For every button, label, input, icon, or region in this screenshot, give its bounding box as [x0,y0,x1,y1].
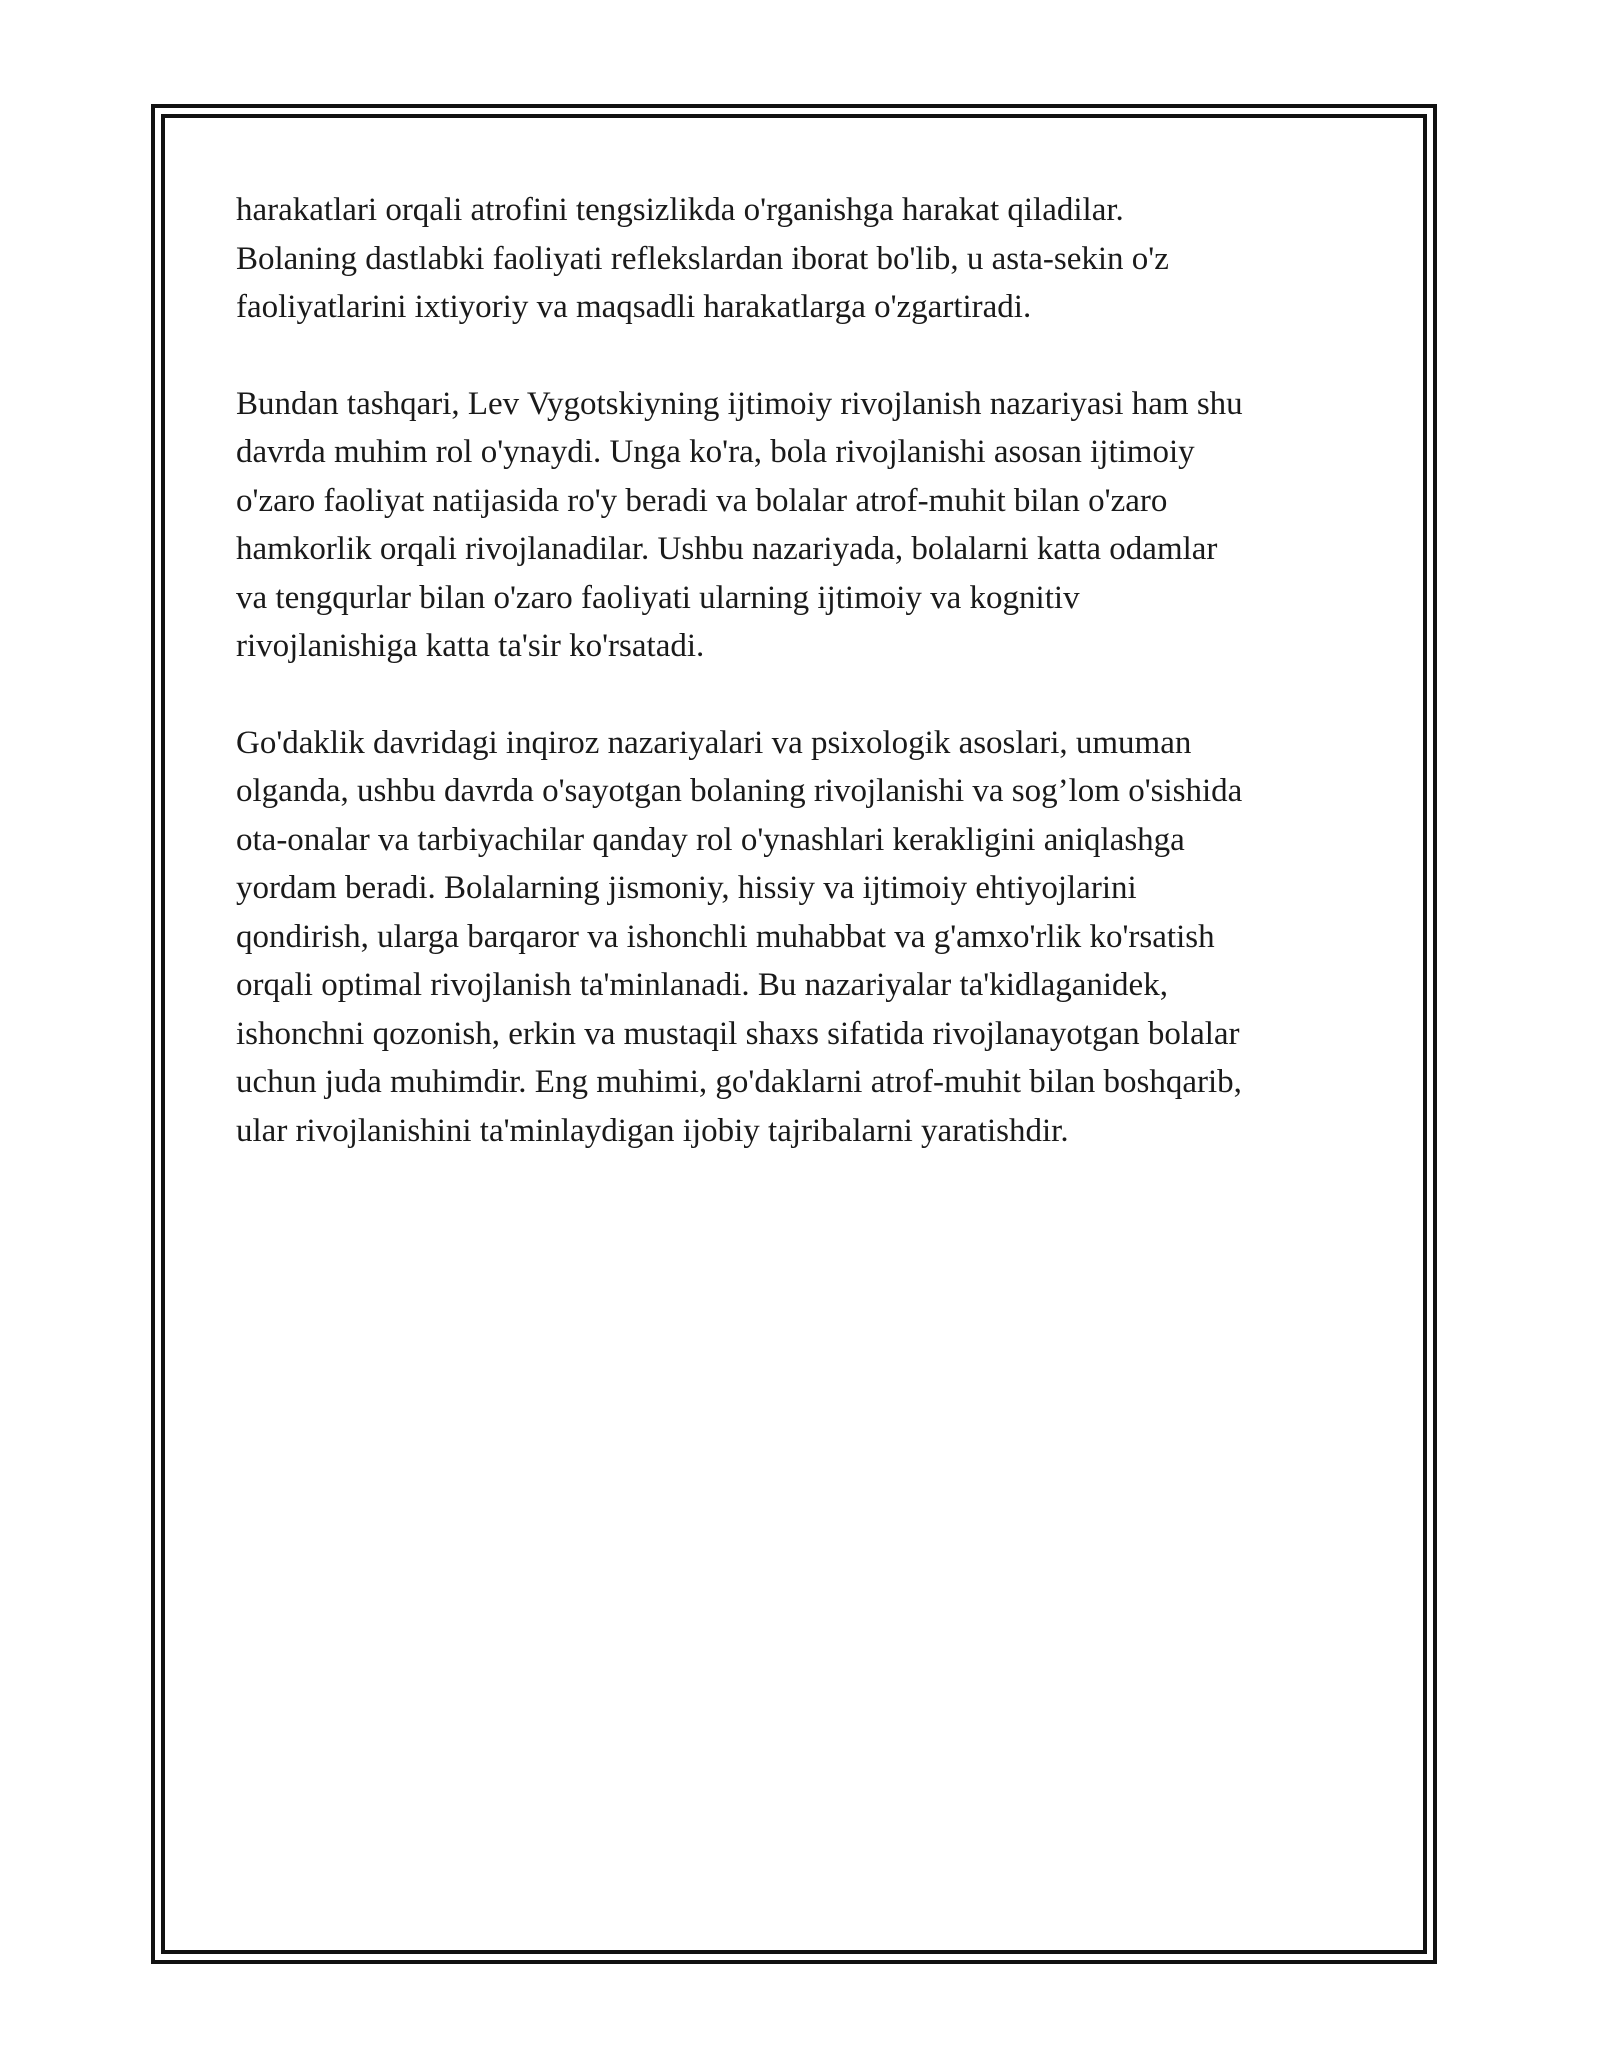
text-line: o'zaro faoliyat natijasida ro'y beradi va bolalar atrof-muhit bilan o'zaro [236,482,1168,519]
text-line: faoliyatlarini ixtiyoriy va maqsadli harakatlarga o'zgartiradi. [236,289,1032,325]
text-line: harakatlari orqali atrofini tengsizlikda o'rganishga harakat qiladilar. [236,192,1124,228]
text-line: olganda, ushbu davrda o'sayotgan bolaning rivojlanishi va sog’lom o'sishida [236,773,1243,809]
paragraph-3 [236,719,1396,1156]
text-line: uchun juda muhimdir. Eng muhimi, go'daklarni atrof-muhit bilan boshqarib, [236,1064,1242,1100]
text-line: ular rivojlanishini ta'minlaydigan ijobiy tajribalarni yaratishdir. [236,1112,1069,1149]
text-line: ishonchni qozonish, erkin va mustaqil shaxs sifatida rivojlanayotgan bolalar [236,1015,1240,1052]
text-line: rivojlanishiga katta ta'sir ko'rsatadi. [236,628,705,664]
text-line: ota-onalar va tarbiyachilar qanday rol o'ynashlari kerakligini aniqlashga [236,821,1185,858]
text-line: hamkorlik orqali rivojlanadilar. Ushbu nazariyada, bolalarni katta odamlar [236,531,1218,567]
paragraph-2 [236,380,1396,671]
text-line: davrda muhim rol o'ynaydi. Unga ko'ra, bola rivojlanishi asosan ijtimoiy [236,434,1195,470]
text-line: yordam beradi. Bolalarning jismoniy, hissiy va ijtimoiy ehtiyojlarini [236,870,1137,906]
document-body [236,186,1396,1203]
text-line: Go'daklik davridagi inqiroz nazariyalari va psixologik asoslari, umuman [236,724,1192,761]
text-line: orqali optimal rivojlanish ta'minlanadi. Bu nazariyalar ta'kidlaganidek, [236,967,1168,1003]
paragraph-1 [236,186,1396,332]
text-line: Bolaning dastlabki faoliyati reflekslardan iborat bo'lib, u asta-sekin o'z [236,240,1169,277]
text-line: Bundan tashqari, Lev Vygotskiyning ijtimoiy rivojlanish nazariyasi ham shu [236,385,1243,422]
text-line: va tengqurlar bilan o'zaro faoliyati ularning ijtimoiy va kognitiv [236,579,1080,616]
text-line: qondirish, ularga barqaror va ishonchli muhabbat va g'amxo'rlik ko'rsatish [236,918,1215,955]
